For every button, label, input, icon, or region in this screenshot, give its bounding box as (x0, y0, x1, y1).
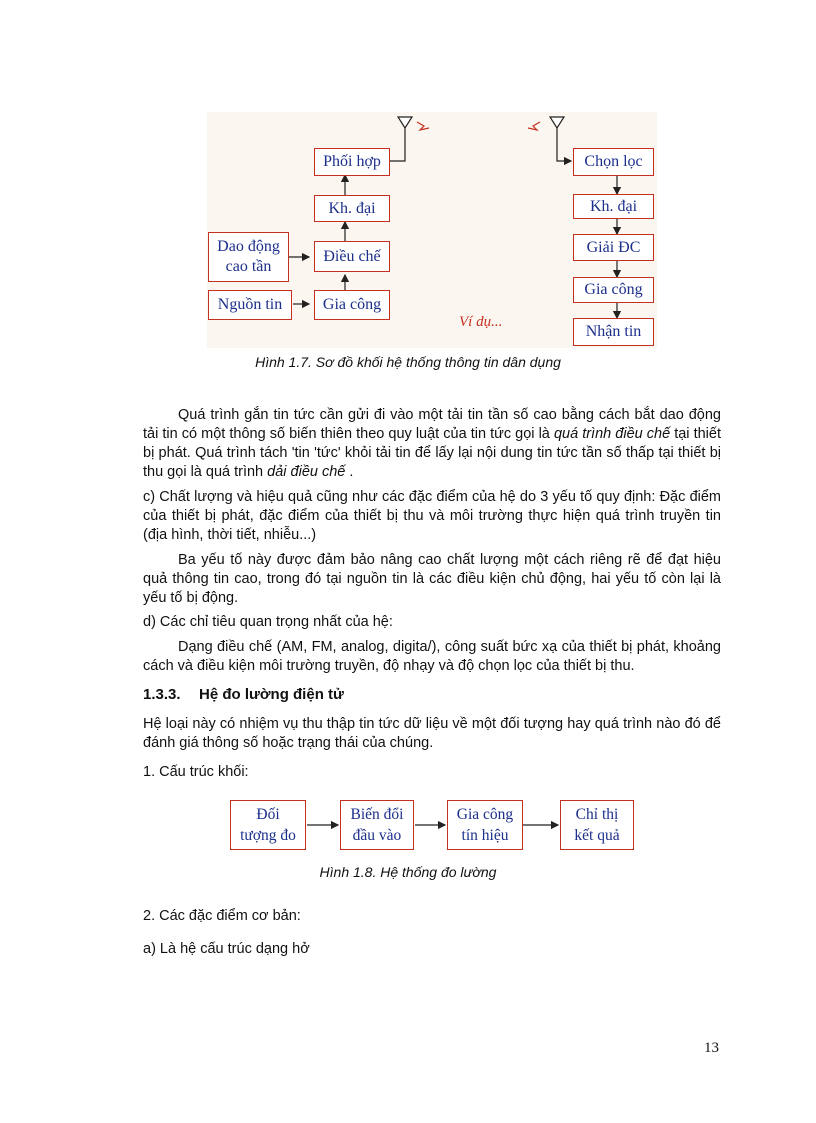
block-combiner: Phối hợp (314, 148, 390, 176)
paragraph-open-structure: a) Là hệ cấu trúc dạng hở (143, 941, 310, 957)
block-result-display (560, 800, 634, 850)
block-rx-processing: Gia công (573, 277, 654, 303)
block-demodulator: Giải ĐC (573, 234, 654, 261)
paragraph-three-factors: Ba yếu tố này được đảm bảo nâng cao chất lượng một cách riêng rẽ để đạt hiệu quả thông tin cao, trong đó tại nguồn tin là các điều kiện chủ động, hai yếu tố còn lại là yếu tố bị động. (143, 552, 721, 606)
section-number: 1.3.3. (143, 686, 181, 703)
block-source: Nguồn tin (208, 290, 292, 320)
paragraph-quality: c) Chất lượng và hiệu quả cũng như các đặc điểm của hệ do 3 yếu tố quy định: Đặc điểm của thiết bị phát, đặc điểm của thiết bị thu và môi trường thực hiện quá trình truyền tin (địa hình, thời tiết, nhiễu...) (143, 489, 721, 543)
input-converter-line-2: đầu vào (352, 827, 402, 844)
block-modulator: Điều chế (314, 241, 390, 272)
block-input-converter (340, 800, 414, 850)
block-signal-processing (447, 800, 523, 850)
block-rx-amplifier: Kh. đại (573, 194, 654, 219)
paragraph-measurement-intro: Hệ loại này có nhiệm vụ thu thập tin tức dữ liệu về một đối tượng hay quá trình nào đó để đánh giá thông số hoặc trạng thái của chúng. (143, 716, 721, 751)
input-converter-line-1: Biến đổi (350, 806, 404, 823)
block-tx-amplifier: Kh. đại (314, 195, 390, 222)
paragraph-block-structure: 1. Cấu trúc khối: (143, 764, 249, 780)
paragraph-characteristics: 2. Các đặc điểm cơ bản: (143, 908, 301, 924)
figure-1-8-caption: Hình 1.8. Hệ thống đo lường (319, 864, 497, 880)
page-number: 13 (704, 1040, 719, 1056)
oscillator-line-1: Dao động (217, 238, 280, 255)
signal-processing-line-2: tín hiệu (461, 827, 509, 844)
measured-object-line-2: tượng đo (240, 827, 296, 844)
figure-1-7-caption: Hình 1.7. Sơ đồ khối hệ thống thông tin dân dụng (255, 354, 561, 370)
result-display-line-2: kết quả (574, 827, 620, 844)
paragraph-criteria-intro: d) Các chỉ tiêu quan trọng nhất của hệ: (143, 614, 393, 630)
example-label: Ví dụ... (459, 314, 503, 330)
oscillator-line-2: cao tần (225, 258, 272, 275)
signal-processing-line-1: Gia công (456, 806, 514, 823)
measured-object-line-1: Đối (256, 806, 280, 823)
block-measured-object (230, 800, 306, 850)
paragraph-criteria: Dạng điều chế (AM, FM, analog, digita/), công suất bức xạ của thiết bị phát, khoảng cách và điều kiện môi trường truyền, độ nhạy và độ chọn lọc của thiết bị thu. (143, 639, 721, 674)
block-selector: Chọn lọc (573, 148, 654, 176)
block-tx-processing: Gia công (314, 290, 390, 320)
block-receiver: Nhận tin (573, 318, 654, 346)
result-display-line-1: Chỉ thị (575, 806, 619, 823)
paragraph-modulation: Quá trình gắn tin tức cần gửi đi vào một tải tin tần số cao bằng cách bắt dao động tải tin có một thông số biến thiên theo quy luật của tin tức gọi là quá trình điều chế tại thiết bị phát. Quá trình tách 'tin 'tức' khỏi tải tin để lấy lại nội dung tin tức tần số thấp tại thiết bị thu gọi là quá trình dải điều chế . (143, 407, 721, 480)
section-title: Hệ đo lường điện tử (199, 686, 344, 703)
